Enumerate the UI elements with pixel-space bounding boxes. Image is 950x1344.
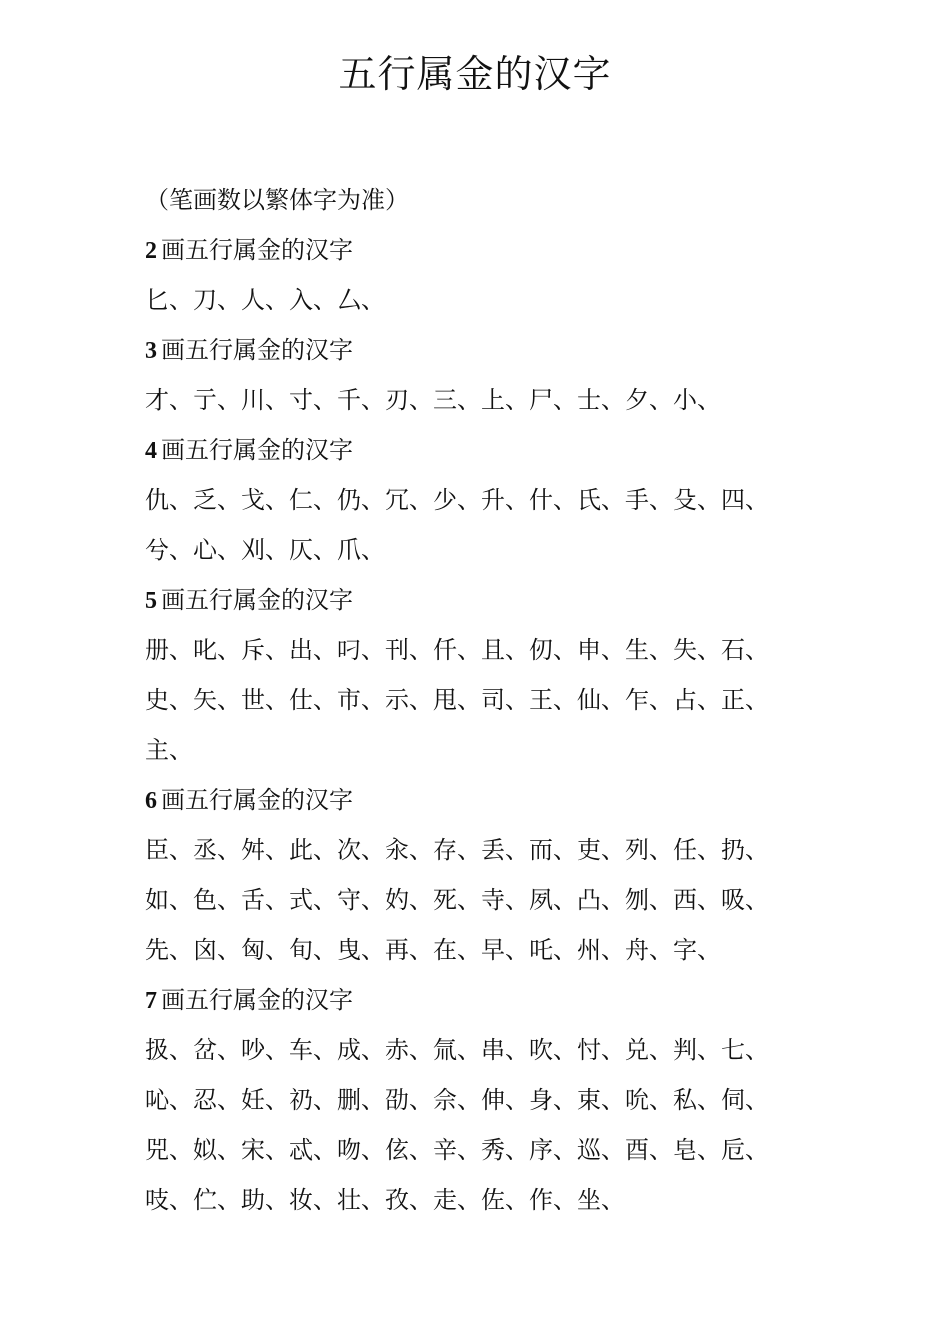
section-label: 画五行属金的汉字 — [161, 236, 353, 264]
stroke-count: 6 — [145, 788, 157, 814]
section-heading — [145, 975, 825, 1025]
section-heading — [145, 425, 825, 475]
character-list-line: 兮、心、刈、仄、爪、 — [145, 536, 385, 564]
character-list-line: 臣、丞、舛、此、次、汆、存、丢、而、吏、列、任、扔、 — [145, 836, 769, 864]
character-list-line: 吱、伫、助、妆、壮、孜、走、佐、作、坐、 — [145, 1186, 625, 1214]
section-2-strokes — [145, 225, 825, 325]
page-title: 五行属金的汉字 — [338, 52, 612, 96]
section-5-strokes — [145, 575, 825, 775]
character-list-line: 吣、忍、妊、礽、删、劭、佘、伸、身、束、吮、私、伺、 — [145, 1086, 769, 1114]
character-list-line: 主、 — [145, 736, 193, 764]
section-heading — [145, 225, 825, 275]
section-heading — [145, 325, 825, 375]
section-label: 画五行属金的汉字 — [161, 336, 353, 364]
section-6-strokes — [145, 775, 825, 975]
section-4-strokes — [145, 425, 825, 575]
character-list-line: 先、囟、匈、旬、曳、再、在、早、吒、州、舟、字、 — [145, 936, 721, 964]
stroke-count: 7 — [145, 988, 157, 1014]
section-label: 画五行属金的汉字 — [161, 986, 353, 1014]
character-list-line: 扱、岔、吵、车、成、赤、氚、串、吹、忖、兑、判、七、 — [145, 1036, 769, 1064]
section-3-strokes — [145, 325, 825, 425]
character-list-line: 兕、姒、宋、忒、吻、伭、辛、秀、序、巡、酉、皂、卮、 — [145, 1136, 769, 1164]
character-list-line: 匕、刀、人、入、厶、 — [145, 286, 385, 314]
character-list-line: 册、叱、斥、出、叼、刊、仟、且、仞、申、生、失、石、 — [145, 636, 769, 664]
section-heading — [145, 775, 825, 825]
section-heading — [145, 575, 825, 625]
stroke-count-note: （笔画数以繁体字为准） — [145, 186, 409, 214]
character-list-line: 仇、乏、戈、仁、仍、冗、少、升、什、氏、手、殳、四、 — [145, 486, 769, 514]
stroke-count: 3 — [145, 338, 157, 364]
stroke-count: 2 — [145, 238, 157, 264]
character-list-line: 如、色、舌、式、守、妁、死、寺、夙、凸、刎、西、吸、 — [145, 886, 769, 914]
section-label: 画五行属金的汉字 — [161, 786, 353, 814]
section-label: 画五行属金的汉字 — [161, 586, 353, 614]
character-list-line: 史、矢、世、仕、市、示、甩、司、王、仙、乍、占、正、 — [145, 686, 769, 714]
document-body — [145, 175, 825, 1225]
section-label: 画五行属金的汉字 — [161, 436, 353, 464]
section-7-strokes — [145, 975, 825, 1225]
stroke-count: 5 — [145, 588, 157, 614]
stroke-count: 4 — [145, 438, 157, 464]
character-list-line: 才、亍、川、寸、千、刃、三、上、尸、士、夕、小、 — [145, 386, 721, 414]
